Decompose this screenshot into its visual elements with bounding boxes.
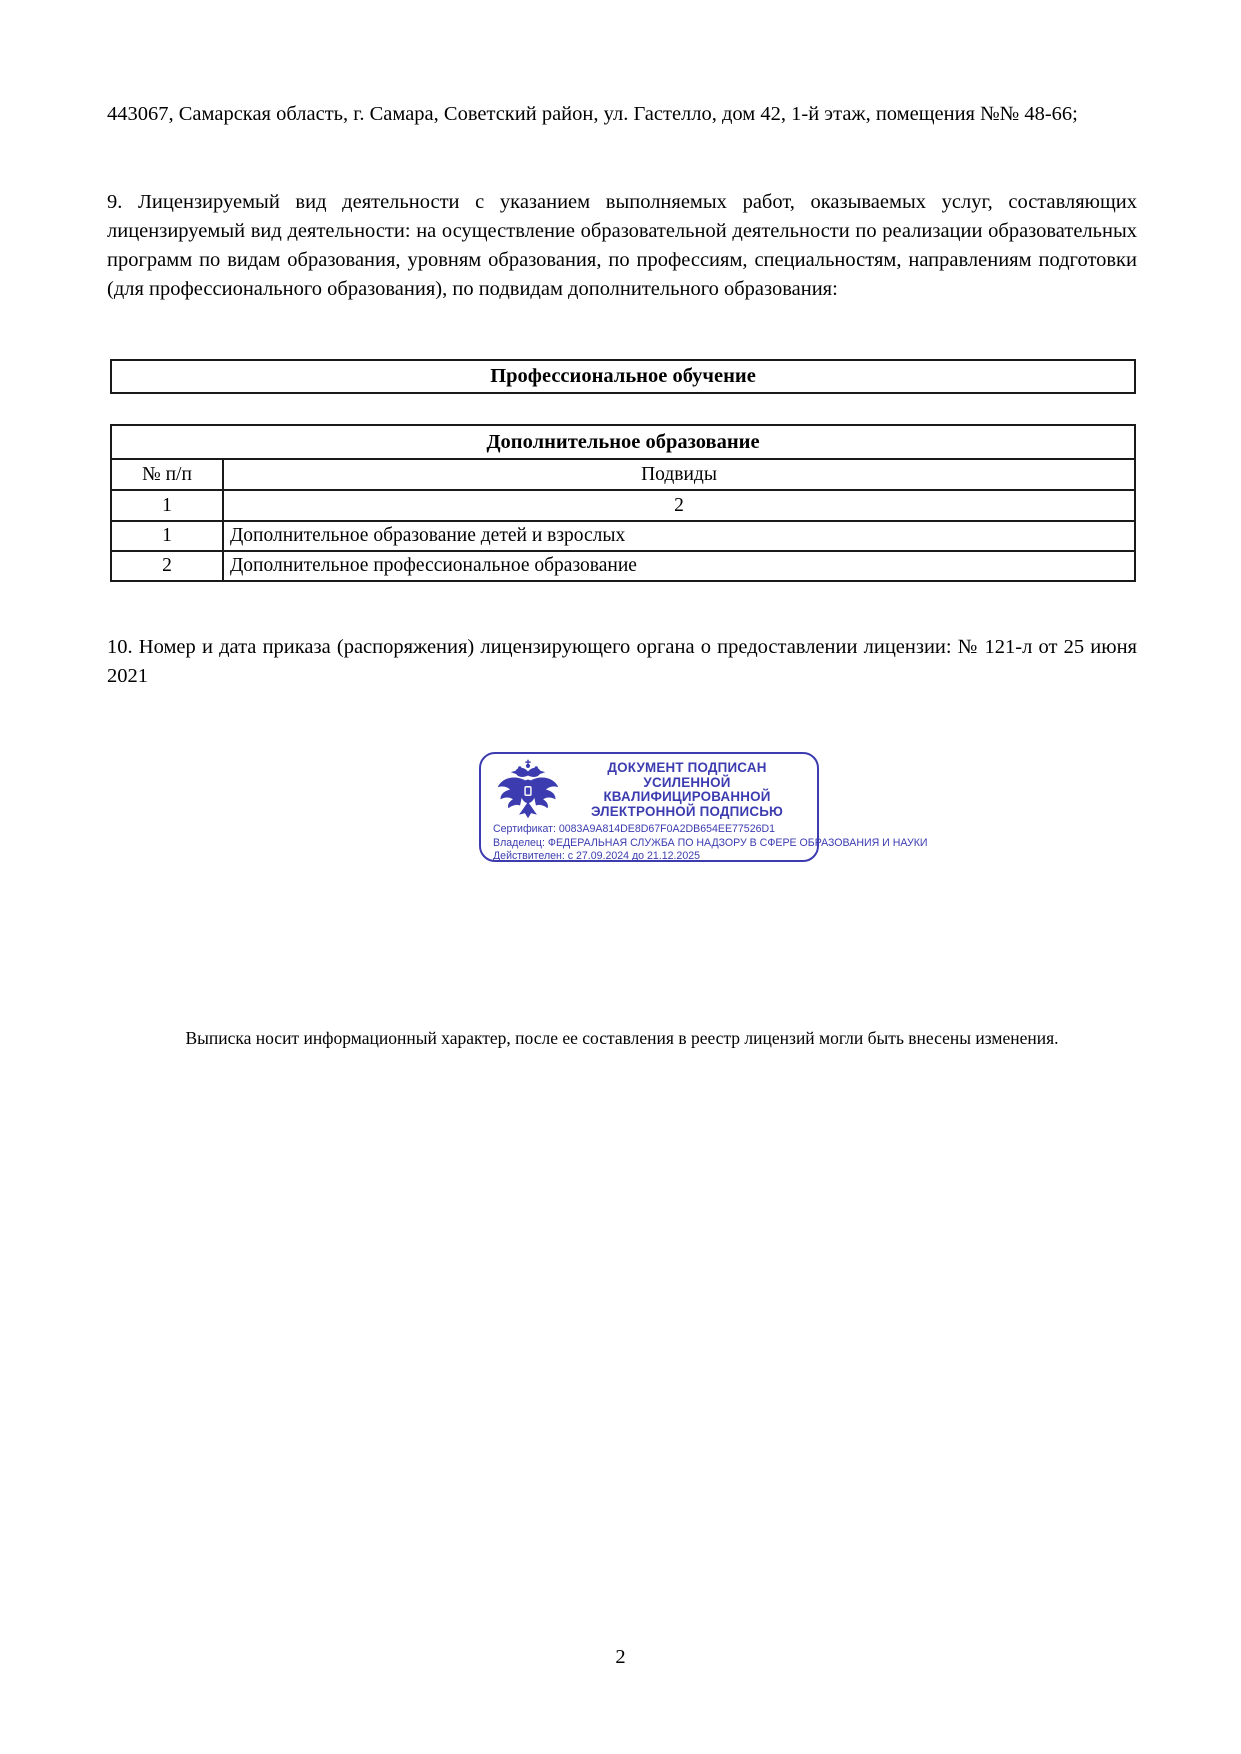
page-number: 2 [615, 1646, 626, 1668]
row-subtype: Дополнительное профессиональное образование [223, 551, 1135, 581]
additional-education-table [110, 424, 1136, 582]
row-number: 2 [111, 551, 223, 581]
licensed-activity-paragraph: 9. Лицензируемый вид деятельности с указанием выполняемых работ, оказываемых услуг, составляющих лицензируемый вид деятельности: на осуществление образовательной деятельности по реализации образовательных программ по видам образования, уровням образования, по профессиям, специальностям, направлениям подготовки (для профессионального образования), по подвидам дополнительного образования: [107, 191, 1137, 300]
column-index-row [111, 490, 1135, 521]
table-row [111, 360, 1135, 393]
stamp-owner: Владелец: ФЕДЕРАЛЬНАЯ СЛУЖБА ПО НАДЗОРУ В СФЕРЕ ОБРАЗОВАНИЯ И НАУКИ [493, 836, 928, 849]
stamp-title-line2: УСИЛЕННОЙ КВАЛИФИЦИРОВАННОЙ [603, 774, 771, 804]
column-header-subtypes: Подвиды [223, 459, 1135, 490]
address-paragraph: 443067, Самарская область, г. Самара, Советский район, ул. Гастелло, дом 42, 1-й этаж, помещения №№ 48-66; [107, 103, 1078, 125]
professional-training-title: Профессиональное обучение [111, 360, 1135, 393]
table-header-row [111, 459, 1135, 490]
stamp-title [567, 761, 807, 819]
stamp-header [489, 759, 807, 821]
digital-signature-stamp [479, 752, 928, 862]
row-subtype: Дополнительное образование детей и взрослых [223, 521, 1135, 551]
table-row [111, 551, 1135, 581]
column-header-number: № п/п [111, 459, 223, 490]
table-title-row [111, 425, 1135, 459]
footnote: Выписка носит информационный характер, после ее составления в реестр лицензий могли быть внесены изменения. [185, 1028, 1059, 1048]
professional-training-table [110, 359, 1136, 394]
row-number: 1 [111, 521, 223, 551]
stamp-validity: Действителен: с 27.09.2024 до 21.12.2025 [493, 850, 701, 862]
coat-of-arms-icon [489, 759, 567, 821]
column-index-2: 2 [223, 490, 1135, 521]
additional-education-title: Дополнительное образование [111, 425, 1135, 459]
stamp-title-line3: ЭЛЕКТРОННОЙ ПОДПИСЬЮ [590, 803, 784, 819]
stamp-certificate: Сертификат: 0083A9A814DE8D67F0A2DB654EE77526D1 [493, 823, 776, 835]
column-index-1: 1 [111, 490, 223, 521]
stamp-details [489, 823, 928, 864]
license-order-paragraph: 10. Номер и дата приказа (распоряжения) лицензирующего органа о предоставлении лицензии: № 121-л от 25 июня 2021 [107, 636, 1137, 687]
table-row [111, 521, 1135, 551]
stamp-title-line1: ДОКУМЕНТ ПОДПИСАН [607, 760, 767, 775]
